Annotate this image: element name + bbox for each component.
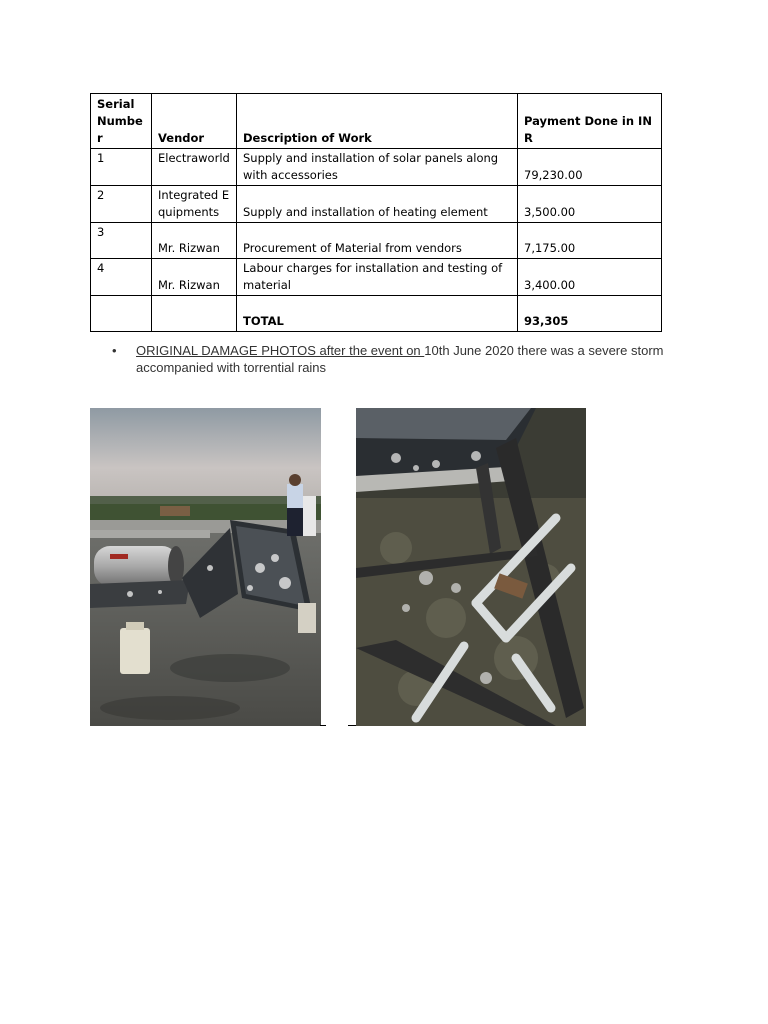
cell-payment: 3,500.00 [518,186,662,223]
total-label: TOTAL [237,296,518,332]
table-row [91,223,662,259]
table-total-row [91,296,662,332]
damage-photos-heading: ORIGINAL DAMAGE PHOTOS after the event on [136,343,425,358]
cell-vendor: Mr. Rizwan [152,259,237,296]
header-payment: Payment Done in INR [518,94,662,149]
cell-description: Supply and installation of solar panels along with accessories [237,149,518,186]
cell-payment: 7,175.00 [518,223,662,259]
divider-mark [320,725,326,726]
table-row [91,259,662,296]
cell-serial: 4 [91,259,152,296]
header-description: Description of Work [237,94,518,149]
header-serial: Serial Number [91,94,152,149]
payment-table [90,93,662,332]
damage-description: 10th June 2020 there was a severe storm accompanied with torrential rains [136,343,664,375]
cell-description: Labour charges for installation and testing of material [237,259,518,296]
cell-empty [91,296,152,332]
cell-payment: 3,400.00 [518,259,662,296]
cell-vendor: Electraworld [152,149,237,186]
cell-serial: 2 [91,186,152,223]
divider-mark [348,725,356,726]
collapsed-panel-frame-closeup-photo [356,408,586,726]
cell-vendor: Mr. Rizwan [152,223,237,259]
damage-note-text [136,342,716,376]
cell-vendor: Integrated Equipments [152,186,237,223]
cell-description: Procurement of Material from vendors [237,223,518,259]
table-header-row [91,94,662,149]
header-vendor: Vendor [152,94,237,149]
table-row [91,149,662,186]
bullet-marker: • [112,343,117,358]
cell-payment: 79,230.00 [518,149,662,186]
total-value: 93,305 [518,296,662,332]
cell-empty [152,296,237,332]
cell-description: Supply and installation of heating element [237,186,518,223]
cell-serial: 3 [91,223,152,259]
cell-serial: 1 [91,149,152,186]
rooftop-solar-heater-damage-photo [90,408,321,726]
table-row [91,186,662,223]
